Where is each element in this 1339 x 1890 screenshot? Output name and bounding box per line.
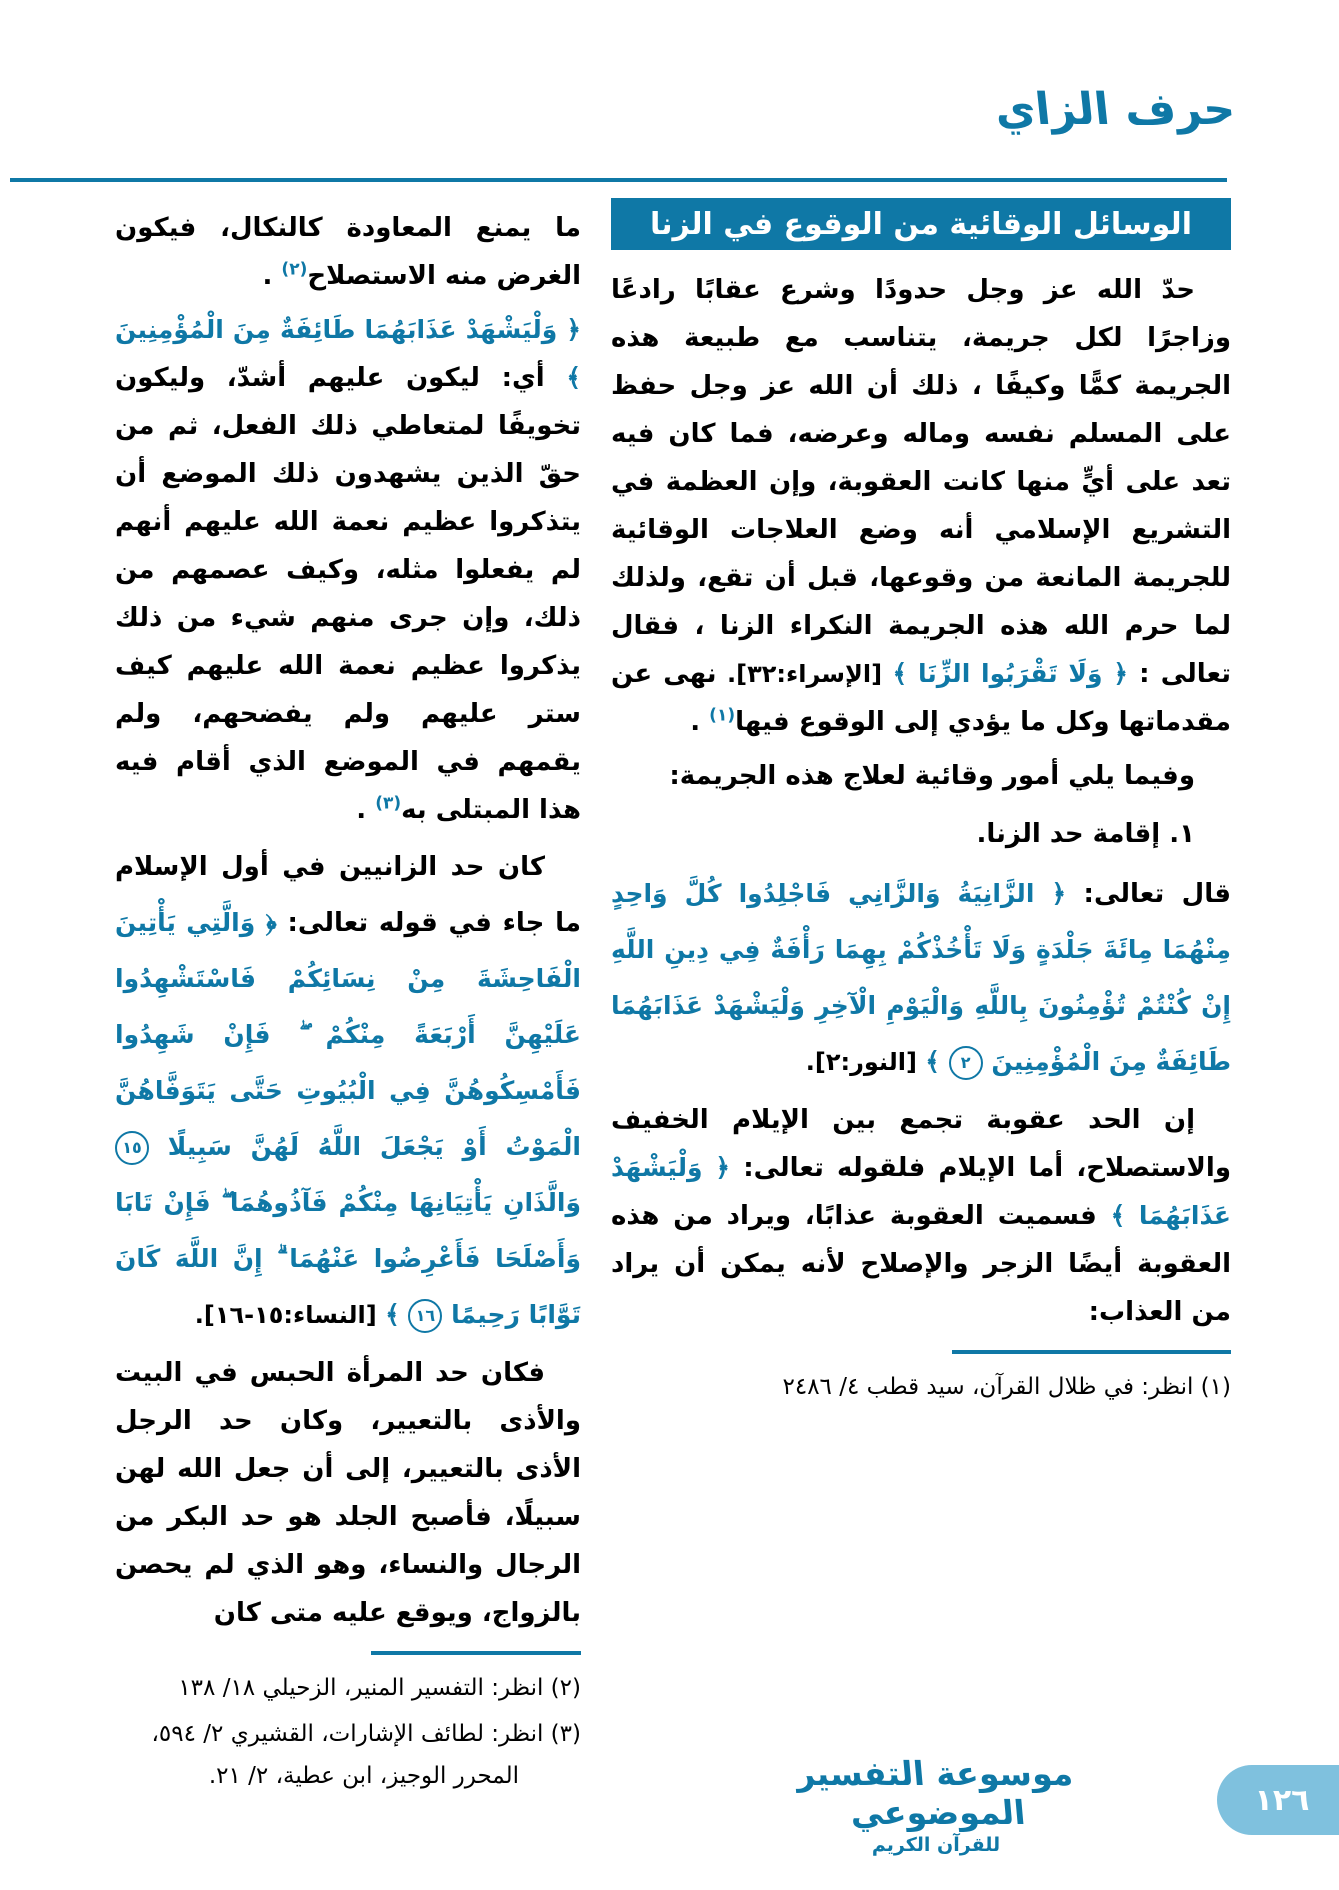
publisher-logo-calligraphy	[771, 1754, 1101, 1856]
ayah-number-medallion: ١٦	[408, 1299, 442, 1333]
text-run: .	[262, 261, 282, 291]
quran-verse-text: وَالَّذَانِ يَأْتِيَانِهَا مِنْكُمْ فَآذُوهُمَا ۖ فَإِنْ تَابَا وَأَصْلَحَا فَأَعْرِضُوا عَنْهُمَا ۗ إِنَّ اللَّهَ كَانَ تَوَّابًا رَحِيمًا	[115, 1188, 581, 1329]
text-run: حدّ الله عز وجل حدودًا وشرع عقابًا رادعًا وزاجرًا لكل جريمة، يتناسب مع طبيعة هذه الجريمة كمًّا وكيفًا ، ذلك أن الله عز وجل حفظ على المسلم نفسه وماله وعرضه، فما كان فيه تعد على أيٍّ منها كانت العقوبة، وإن العظمة في التشريع الإسلامي أنه وضع العلاجات الوقائية للجريمة المانعة من وقوعها، قبل أن تقع، ولذلك لما حرم الله هذه الجريمة النكراء الزنا ، فقال تعالى :	[611, 275, 1231, 689]
paragraph	[611, 1096, 1231, 1336]
paragraph	[115, 204, 581, 300]
quran-verse-text: ﴾	[385, 1300, 409, 1329]
paragraph	[115, 306, 581, 834]
paragraph	[611, 266, 1231, 746]
publisher-logo-title: موسوعة التفسير الموضوعي	[794, 1754, 1075, 1832]
two-column-text-area	[115, 198, 1231, 1801]
footnote: (٣) انظر: لطائف الإشارات، القشيري ٢/ ٥٩٤، المحرر الوجيز، ابن عطية، ٢/ ٢١.	[151, 1721, 581, 1789]
numbered-list-item	[611, 810, 1231, 858]
text-run: وفيما يلي أمور وقائية لعلاج هذه الجريمة:	[669, 761, 1195, 791]
footnote-separator-rule	[952, 1350, 1231, 1354]
text-run: أي: ليكون عليهم أشدّ، وليكون تخويفًا لمتعاطي ذلك الفعل، ثم من حقّ الذين يشهدون ذلك الموضع أن يتذكروا عظيم نعمة الله عليهم أنهم لم يفعلوا مثله، وكيف عصمهم من ذلك، وإن جرى منهم شيء من ذلك يذكروا عظيم نعمة الله عليهم كيف ستر عليهم ولم يفضحهم، ولم يقمهم في الموضع الذي أقام فيه هذا المبتلى به	[115, 363, 581, 825]
text-run: فسميت العقوبة عذابًا، ويراد من هذه العقوبة أيضًا الزجر والإصلاح لأنه يمكن أن يراد من العذاب:	[611, 1201, 1231, 1327]
text-run: قال تعالى:	[1066, 879, 1231, 909]
page-number-badge	[1217, 1765, 1339, 1835]
verse-reference: [النور:٢].	[805, 1048, 926, 1076]
footnote: (١) انظر: في ظلال القرآن، سيد قطب ٤/ ٢٤٨٦	[782, 1374, 1231, 1400]
right-column	[611, 198, 1231, 1412]
ayah-number-medallion: ١٥	[115, 1131, 149, 1165]
ayah-number-medallion: ٢	[949, 1046, 983, 1080]
header-divider-rule	[10, 178, 1227, 182]
quran-verse-text: ﴿ وَلْيَشْهَدْ عَذَابَهُمَا ﴾	[611, 1153, 1231, 1230]
text-run: ١. إقامة حد الزنا.	[976, 819, 1195, 849]
paragraph	[115, 1349, 581, 1637]
quran-quote-paragraph	[115, 840, 581, 1343]
quran-verse-text: ﴿ وَالَّتِي يَأْتِينَ الْفَاحِشَةَ مِنْ نِسَائِكُمْ فَاسْتَشْهِدُوا عَلَيْهِنَّ أَرْبَعَةً مِنْكُمْ ۖ فَإِنْ شَهِدُوا فَأَمْسِكُوهُنَّ فِي الْبُيُوتِ حَتَّى يَتَوَفَّاهُنَّ الْمَوْتُ أَوْ يَجْعَلَ اللَّهُ لَهُنَّ سَبِيلًا	[115, 908, 581, 1161]
text-run: .	[356, 795, 376, 825]
footnote-marker: (١)	[709, 705, 736, 726]
text-run: ما يمنع المعاودة كالنكال، فيكون الغرض منه الاستصلاح	[115, 213, 581, 291]
text-run: نهى عن مقدماتها وكل ما يؤدي إلى الوقوع فيها	[611, 659, 1231, 737]
text-run: كان حد الزانيين في أول الإسلام ما جاء في قوله تعالى:	[115, 852, 582, 938]
left-column	[115, 198, 581, 1801]
quran-verse-text: ﴾	[925, 1047, 949, 1076]
paragraph	[611, 752, 1231, 800]
footnote: (٢) انظر: التفسير المنير، الزحيلي ١٨/ ١٣٨	[178, 1675, 581, 1701]
page-number: ١٢٦	[1254, 1782, 1310, 1818]
chapter-header-calligraphy: حرف الزاي	[992, 84, 1238, 135]
publisher-logo-subtitle: للقرآن الكريم	[871, 1834, 1001, 1856]
quran-quote-paragraph	[611, 866, 1231, 1090]
text-run: .	[690, 707, 710, 737]
quran-verse-text: ﴿ الزَّانِيَةُ وَالزَّانِي فَاجْلِدُوا كُلَّ وَاحِدٍ مِنْهُمَا مِائَةَ جَلْدَةٍ وَلَا تَأْخُذْكُمْ بِهِمَا رَأْفَةٌ فِي دِينِ اللَّهِ إِنْ كُنْتُمْ تُؤْمِنُونَ بِاللَّهِ وَالْيَوْمِ الْآخِرِ وَلْيَشْهَدْ عَذَابَهُمَا طَائِفَةٌ مِنَ الْمُؤْمِنِينَ	[611, 879, 1231, 1076]
footnote-marker: (٢)	[281, 259, 308, 280]
verse-reference: [النساء:١٥-١٦].	[194, 1301, 386, 1329]
text-run: فكان حد المرأة الحبس في البيت والأذى بالتعيير، وكان حد الرجل الأذى بالتعيير، إلى أن جعل الله لهن سبيلًا، فأصبح الجلد هو حد البكر من الرجال والنساء، وهو الذي لم يحصن بالزواج، ويوقع عليه متى كان	[115, 1358, 581, 1628]
section-title-banner: الوسائل الوقائية من الوقوع في الزنا	[611, 198, 1231, 250]
quran-verse-text: ﴿ وَلَا تَقْرَبُوا الزِّنَا ﴾	[892, 659, 1129, 688]
verse-reference: [الإسراء:٣٢].	[716, 660, 893, 688]
footnote-separator-rule	[371, 1651, 581, 1655]
text-run: إن الحد عقوبة تجمع بين الإيلام الخفيف والاستصلاح، أما الإيلام فلقوله تعالى:	[611, 1105, 1231, 1183]
quran-verse-text: ﴿ وَلْيَشْهَدْ عَذَابَهُمَا طَائِفَةٌ مِنَ الْمُؤْمِنِينَ ﴾	[115, 315, 581, 392]
footnote-marker: (٣)	[375, 793, 402, 814]
